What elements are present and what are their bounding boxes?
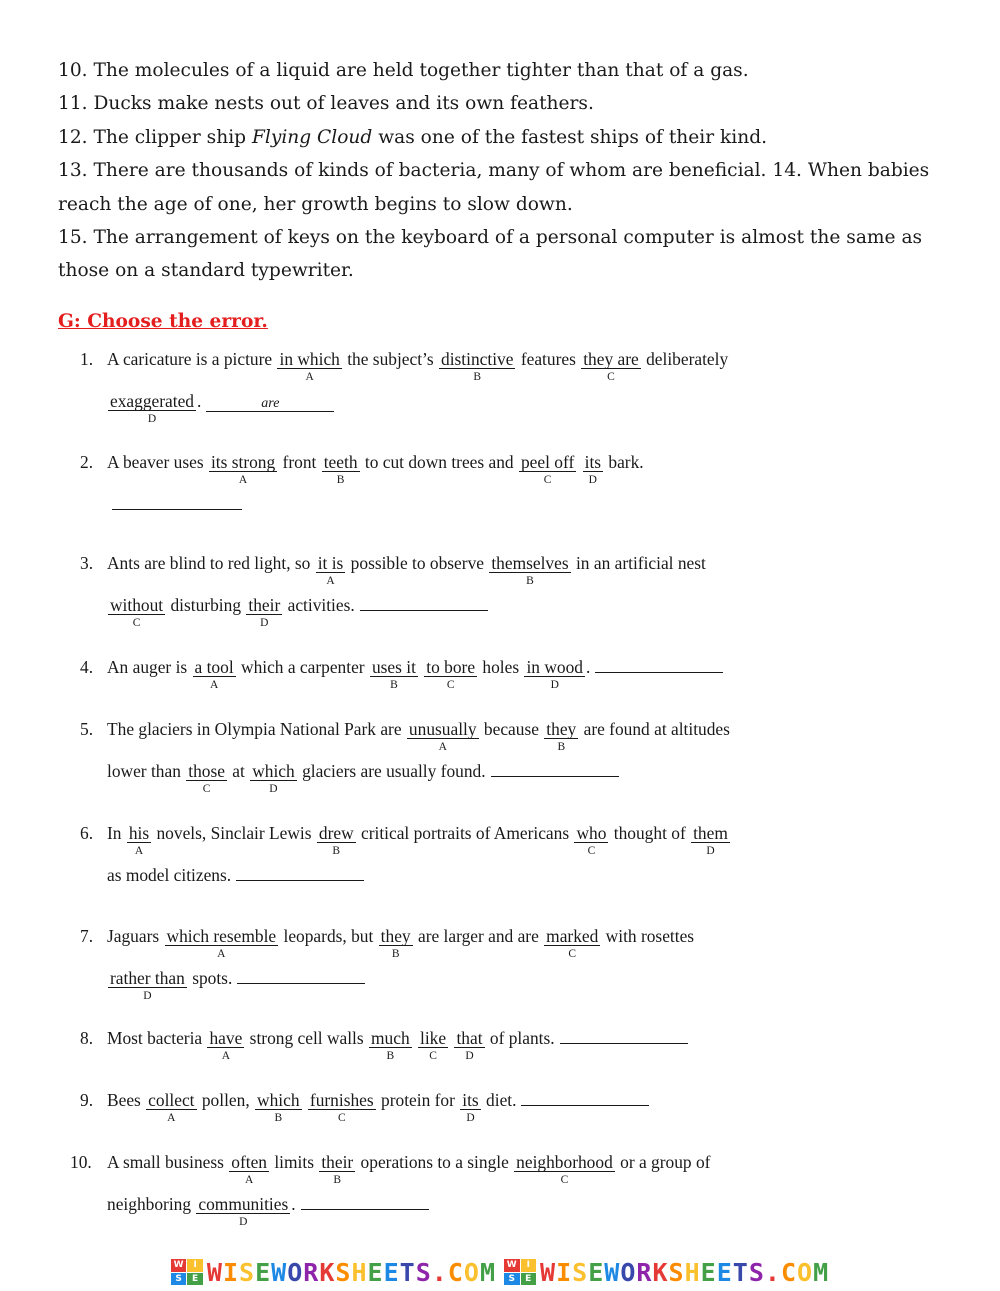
answer-blank[interactable] [112, 494, 242, 510]
option-letter: D [465, 1050, 474, 1062]
option-letter: D [588, 474, 597, 486]
question [0, 719, 1000, 799]
question-line: Ants are blind to red light, so it is A possible to observe themselves B in an artificial nest [107, 553, 706, 587]
question-line: The glaciers in Olympia National Park are unusually A because they B are found at altitudes [107, 719, 730, 753]
intro-sentences [58, 54, 943, 288]
underlined-option: their D [248, 595, 281, 629]
question-number: 10. [70, 1152, 92, 1172]
underlined-option: much B [371, 1028, 410, 1062]
logo-letter: W [171, 1259, 187, 1272]
option-letter: D [269, 783, 278, 795]
question-line: A beaver uses its strong A front teeth B to cut down trees and peel off C its D bark. [107, 452, 644, 486]
answer-blank[interactable] [301, 1194, 429, 1210]
underlined-option: marked C [546, 926, 599, 960]
question-number: 2. [80, 452, 94, 472]
option-letter: B [526, 575, 534, 587]
underlined-option: communities D [198, 1194, 289, 1228]
underlined-option: its D [462, 1090, 479, 1124]
underlined-option: drew B [318, 823, 354, 857]
option-letter: C [132, 617, 141, 629]
underlined-option: have A [209, 1028, 243, 1062]
brand-text: WISEWORKSHEETS.COM [540, 1257, 830, 1287]
underlined-option: that D [456, 1028, 483, 1062]
question-line [107, 494, 242, 515]
underlined-option: in which A [279, 349, 340, 383]
underlined-option: it is A [317, 553, 344, 587]
underlined-option: rather than D [110, 968, 185, 1002]
underlined-option: those C [188, 761, 225, 795]
logo-letter: W [504, 1259, 520, 1272]
underlined-option: distinctive B [441, 349, 514, 383]
option-letter: D [260, 617, 269, 629]
question-line: rather than D spots. [107, 968, 365, 989]
option-letter: B [336, 474, 345, 486]
question-line: as model citizens. [107, 865, 364, 886]
underlined-option: teeth B [323, 452, 358, 486]
option-letter: A [238, 474, 248, 486]
option-letter: D [239, 1216, 248, 1228]
answer-blank[interactable] [206, 396, 334, 412]
option-letter: B [274, 1112, 283, 1124]
question-number: 4. [80, 657, 94, 677]
underlined-option: in wood D [526, 657, 583, 691]
question [0, 926, 1000, 1006]
option-letter: D [147, 413, 157, 425]
option-letter: A [209, 679, 219, 691]
option-letter: C [560, 1174, 569, 1186]
question [0, 349, 1000, 429]
answer-text: are [261, 396, 280, 411]
question-line: An auger is a tool A which a carpenter uses it B to bore C holes in wood D . [107, 657, 723, 678]
question-line: Jaguars which resemble A leopards, but they B are larger and are marked C with rosettes [107, 926, 695, 960]
underlined-option: collect A [148, 1090, 195, 1124]
wise-logo-icon [171, 1259, 203, 1285]
question [0, 1152, 1000, 1232]
option-letter: B [473, 371, 482, 383]
logo-letter: S [171, 1273, 187, 1286]
sentence-12: 12. The clipper ship Flying Cloud was one of the fastest ships of their kind. [58, 126, 768, 148]
question-line: lower than those C at which D glaciers are usually found. [107, 761, 619, 782]
question-number: 6. [80, 823, 94, 843]
logo-letter: S [504, 1273, 520, 1286]
option-letter: B [557, 741, 566, 753]
question-line: without C disturbing their D activities. [107, 595, 488, 616]
option-letter: B [390, 679, 398, 691]
question-number: 1. [80, 349, 94, 369]
question-line: Bees collect A pollen, which B furnishes C protein for its D diet. [107, 1090, 649, 1111]
question [0, 553, 1000, 633]
option-letter: A [244, 1174, 254, 1186]
question-number: 5. [80, 719, 94, 739]
underlined-option: neighborhood C [516, 1152, 613, 1186]
underlined-option: often A [231, 1152, 267, 1186]
underlined-option: a tool A [194, 657, 234, 691]
option-letter: A [217, 948, 226, 960]
question-line: neighboring communities D . [107, 1194, 429, 1215]
underlined-option: which D [252, 761, 295, 795]
wise-logo-icon [504, 1259, 536, 1285]
section-title: G: Choose the error. [58, 311, 268, 332]
option-letter: C [543, 474, 552, 486]
logo-letter: E [521, 1273, 537, 1286]
brand-2 [504, 1258, 829, 1287]
sentence-13-14: 13. There are thousands of kinds of bacteria, many of whom are beneficial. 14. When babies reach the age of one, her growth begins to slow down. [58, 160, 930, 215]
underlined-option: furnishes C [309, 1090, 374, 1124]
answer-blank[interactable] [237, 968, 365, 984]
underlined-option: their B [321, 1152, 354, 1186]
question [0, 452, 1000, 532]
question-line: A caricature is a picture in which A the subject’s distinctive B features they are C deliberately [107, 349, 729, 383]
underlined-option: to bore C [426, 657, 476, 691]
underlined-option: exaggerated D [110, 391, 194, 425]
option-letter: D [550, 679, 559, 691]
underlined-option: peel off C [520, 452, 575, 486]
answer-blank[interactable] [236, 865, 364, 881]
option-letter: A [305, 371, 314, 383]
option-letter: B [386, 1050, 395, 1062]
option-letter: A [134, 845, 144, 857]
answer-blank[interactable] [360, 595, 488, 611]
question [0, 823, 1000, 903]
underlined-option: his A [128, 823, 150, 857]
option-letter: D [143, 990, 152, 1002]
option-letter: B [332, 845, 341, 857]
question-line: Most bacteria have A strong cell walls much B like C that D of plants. [107, 1028, 688, 1049]
option-letter: C [607, 371, 615, 383]
question-line: exaggerated D . are [107, 391, 334, 412]
answer-blank[interactable] [491, 761, 619, 777]
underlined-option: like C [420, 1028, 447, 1062]
underlined-option: themselves B [491, 553, 569, 587]
logo-letter: I [187, 1259, 203, 1272]
underlined-option: unusually A [408, 719, 477, 753]
option-letter: C [337, 1112, 346, 1124]
logo-letter: E [187, 1273, 203, 1286]
underlined-option: without C [110, 595, 164, 629]
option-letter: C [202, 783, 211, 795]
question-number: 8. [80, 1028, 94, 1048]
underlined-option: they B [546, 719, 577, 753]
question-line: A small business often A limits their B operations to a single neighborhood C or a group of [107, 1152, 711, 1186]
answer-blank[interactable] [595, 657, 723, 673]
sentence-10: 10. The molecules of a liquid are held together tighter than that of a gas. [58, 60, 749, 81]
option-letter: C [587, 845, 596, 857]
option-letter: D [466, 1112, 475, 1124]
option-letter: A [167, 1112, 176, 1124]
option-letter: B [333, 1174, 342, 1186]
sentence-11: 11. Ducks make nests out of leaves and its own feathers. [58, 93, 594, 115]
option-letter: C [446, 679, 455, 691]
brand-text: WISEWORKSHEETS.COM [206, 1257, 496, 1287]
underlined-option: which B [257, 1090, 300, 1124]
brand-1 [171, 1258, 496, 1287]
question-number: 7. [80, 926, 94, 946]
answer-blank[interactable] [560, 1028, 688, 1044]
question-line: In his A novels, Sinclair Lewis drew B critical portraits of Americans who C thought of them D [107, 823, 728, 857]
answer-blank[interactable] [521, 1090, 649, 1106]
option-letter: B [391, 948, 400, 960]
question-number: 3. [80, 553, 94, 573]
option-letter: A [438, 741, 447, 753]
logo-letter: I [521, 1259, 537, 1272]
option-letter: A [326, 575, 335, 587]
underlined-option: they are C [583, 349, 639, 383]
underlined-option: its D [584, 452, 602, 486]
option-letter: D [706, 845, 715, 857]
option-letter: C [429, 1050, 437, 1062]
underlined-option: uses it B [371, 657, 416, 691]
option-letter: C [568, 948, 577, 960]
underlined-option: its strong A [210, 452, 276, 486]
sentence-15: 15. The arrangement of keys on the keyboard of a personal computer is almost the same as those on a standard typewriter. [58, 227, 923, 282]
underlined-option: them D [693, 823, 728, 857]
question-number: 9. [80, 1090, 94, 1110]
underlined-option: who C [576, 823, 607, 857]
footer-banner [0, 1257, 1000, 1287]
underlined-option: they B [380, 926, 411, 960]
underlined-option: which resemble A [166, 926, 277, 960]
option-letter: A [221, 1050, 231, 1062]
